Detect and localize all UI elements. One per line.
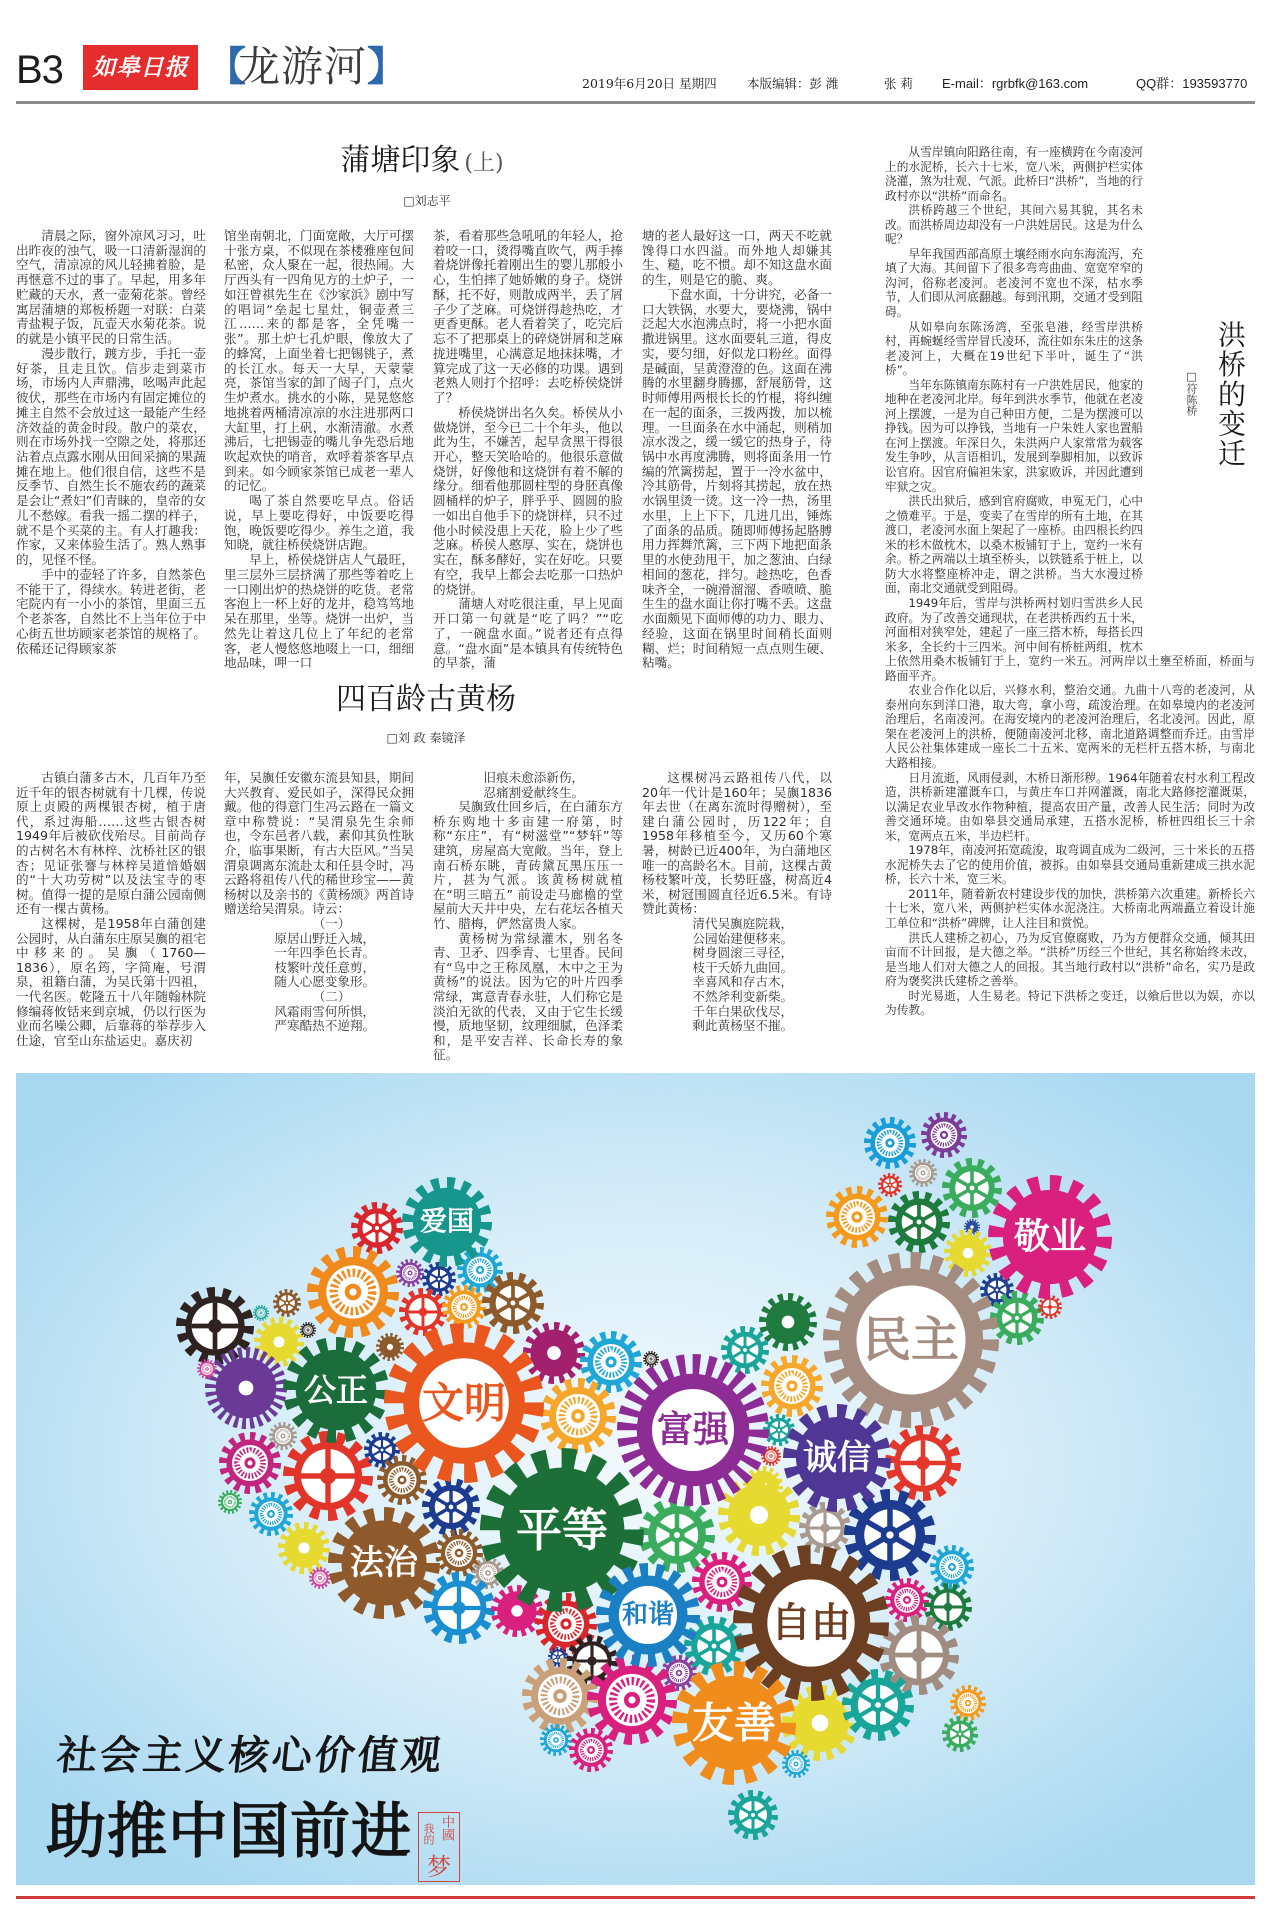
value-label: 爱国: [420, 1206, 474, 1238]
title-suffix: (上): [464, 151, 504, 176]
gear-icon: [275, 1291, 299, 1315]
article-title: 四百龄古黄杨: [336, 682, 516, 717]
footer-divider: [16, 1896, 1255, 1899]
paragraph: 早年我国西部高原土壤经雨水向东海流泻，充填了大海。其间留下了很多弯弯曲曲、宽宽窄窄的沟河，俗称老凌河。老凌河不宽也不深，枯水季节，人们即从河底翻越。每到汛期，交通才受到阻碍。: [885, 246, 1143, 320]
paragraph: 黄杨树为常绿灌木，别名冬青、卫矛、四季青、七里香。民间有“鸟中之王称凤凰，木中之王为黄杨”的说法。因为它的叶片四季常绿，寓意青春永驻，人们称它是淡泊无欲的代表，又由于它生长缓慢，质地坚韧，纹理细腻，色泽柔和，是平安吉祥、长命长寿的象征。: [433, 930, 623, 1063]
gear-icon: [198, 1360, 215, 1377]
gear-icon: [688, 1620, 740, 1672]
gear-icon: [438, 1532, 479, 1573]
poem-line: 忍痛割爱献终生。: [483, 784, 585, 800]
paragraph: 时光易逝，人生易老。特记下洪桥之变迁，以飨后世以为娱，亦以为传教。: [885, 988, 1255, 1018]
paragraph: 从雪岸镇向阳路往南，有一座横跨在今南凌河上的水泥桥，长六十七米，宽八米，两侧护栏实体浇灌，煞为壮观、气派。此桥曰“洪桥”，当地的行政村亦以“洪桥”而命名。: [885, 145, 1143, 203]
value-label: 诚信: [803, 1438, 871, 1478]
paragraph: 早上，桥侯烧饼店人气最旺，里三层外三层挤满了那些等着吃上一口刚出炉的热烧饼的吃货。老常客泡上一杯上好的龙井，稳笃笃地呆在那里，坐等。烧饼一出炉，当然先让着这几位上了年纪的老常客，老人慢悠悠地啜上一口，细细地品味，呷一口: [224, 552, 414, 671]
byline: □刘 政 秦镜泽: [386, 731, 466, 745]
gear-icon: [289, 1437, 366, 1514]
article-column: [433, 771, 623, 1063]
article-hongqiao: [885, 145, 1255, 1018]
poem-line: 清代吴旟庭院栽，: [692, 915, 794, 931]
page-number: B3: [16, 48, 63, 92]
paragraph: 古镇白蒲多古木，几百年乃至近千年的银杏树就有十几棵，传说原上贞殿的两棵银杏树，植于唐代，系过海船……这些古银杏树1949年后被砍伐殆尽。目前尚存的古树名木有林梓、沈桥社区的银杏；见证张謇与林梓吴道愔婚姻的“十大功劳树”以及法宝寺的枣树。值得一提的是原白蒲公园南侧还有一棵古黄杨。: [16, 770, 206, 917]
poem-line: 原居山野迁入城，: [274, 930, 376, 946]
poem-line: 风霜雨雪何所惧，: [274, 1003, 376, 1019]
section-name: 龙游河: [238, 42, 368, 91]
paragraph: 清晨之际，窗外凉风习习，吐出昨夜的浊气，吸一口清新湿润的空气，清凉凉的风儿轻拂着脸，是再惬意不过的事了。早起，用多年贮藏的天水，煮一壶菊花茶。曾经寓居蒲塘的郑板桥题一对联：白菜青盐粯子饭，瓦壶天水菊花茶。说的就是小镇平民的日常生活。: [16, 228, 206, 347]
gear-icon: [765, 1416, 793, 1444]
gear-icon: [282, 1526, 327, 1571]
editor-credit-2: 张 莉: [884, 76, 913, 91]
newspaper-logo: [83, 45, 198, 90]
gear-icon: [398, 1261, 422, 1285]
paragraph: 2011年，随着新农村建设步伐的加快，洪桥第六次重建。新桥长六十七米，宽八米，两侧护栏实体水泥浇注。大桥南北两端矗立着设计施工单位和“洪桥”碑牌，让人注目和赏悦。: [885, 886, 1255, 930]
value-label: 和谐: [621, 1600, 675, 1630]
email-contact[interactable]: E-mail：rgrbfk@163.com: [942, 76, 1089, 91]
gear-icon: [911, 1161, 935, 1185]
paragraph: 1949年后，雪岸与洪桥两村划归雪洪乡人民政府。为了改善交通现状，在老洪桥西约五十米，河面相对狭窄处，建起了一座三搭木桥，每搭长四米多，全长约十三四米。河中间有桥桩两组，枕木上依然用桑木板铺钉于上，宽约一米五。河两岸以土壅至桥面，桥面与路面平齐。: [885, 595, 1255, 683]
logo-text: 如皋日报: [92, 54, 189, 81]
poem-line: 枝干夭娇九曲回。: [692, 959, 794, 975]
value-gear-minzhu: [832, 1261, 990, 1419]
gear-icon: [732, 1794, 775, 1837]
editor-credit: 本版编辑：彭 潍: [747, 76, 839, 91]
poster-slogan-line-1: 社会主义核心价值观: [54, 1732, 447, 1779]
value-gear-fazhi: [336, 1515, 432, 1611]
value-gear-jingye: [997, 1184, 1104, 1291]
gear-icon: [644, 1502, 709, 1567]
gear-icon: [486, 1276, 539, 1329]
poem-line: 不然斧利变新柴。: [692, 988, 794, 1004]
gear-icon: [426, 1482, 476, 1532]
article-column: [642, 229, 832, 671]
gear-icon: [763, 1297, 813, 1347]
gear-icon: [527, 1326, 580, 1379]
paragraph: 洪桥跨越三个世纪，其间六易其貌，其名未改。而洪桥周边却没有一户洪姓居民。这是为什么呢？: [885, 203, 1143, 247]
value-label: 平等: [516, 1503, 608, 1557]
gear-icon: [953, 1688, 984, 1719]
poem-line: 幸喜风和存古木，: [692, 974, 794, 990]
paragraph: 喝了茶自然要吃早点。俗话说，早上要吃得好，中饭要吃得饱，晚饭要吃得少。养生之道，我知晓，就往桥侯烧饼店跑。: [224, 493, 414, 553]
gear-icon: [445, 1288, 483, 1326]
paragraph: 年，吴旟任安徽东流县知县，期间大兴教育、爱民如子，深得民众拥戴。他的得意门生冯云路在一篇文章中称赞说：“吴渭泉先生余师也，令东邑者八载，素仰其负性耿介，临事果断，有古大臣风。”当吴渭泉调离东流赴太和任县令时，冯云路将祖传八代的稀世珍宝——黄杨树以及亲书的《黄杨颂》两首诗赠送给吴渭泉。诗云：: [224, 770, 414, 917]
poem-line: 枝繁叶茂任意剪，: [274, 959, 376, 975]
gear-icon: [572, 1731, 610, 1769]
gear-icon: [696, 1556, 748, 1608]
poem-line: 树身圆滚三寻径，: [692, 945, 794, 961]
gear-icon: [890, 1430, 955, 1495]
article-column: [224, 771, 414, 1034]
value-gear-aiguo: [408, 1183, 485, 1260]
paragraph: 下盘水面，十分讲究，必备一口大铁锅，水要大，要烧沸，锅中泛起大水泡沸点时，将一小把水面撒进锅里。这水面要轧三道，得皮实，要匀细，好似龙口粉丝。面得是碱面，呈黄澄澄的色。这面在沸腾的水里翻身腾挪，舒展筋骨，这时师傅用两根长长的竹棍，将纠缠在一起的面条，三拨两拨，加以梳理。一旦面条在水中涌起，则稍加凉水泼之，缓一缓它的热身子，待锅中水再度沸腾，则将面条用一竹编的笊篱捞起，置于一冷水盆中，冷其筋骨，片刻将其捞起，放在热水锅里烫一烫。这一冷一热，汤里水里，上上下下，几进几出，锤炼了面条的品质。随即师傅扬起胳膊用力挥舞笊篱，三下两下地把面条里的水使劲甩干，加之葱油、白绿相间的葱花，拌匀。趁热吃，色香味齐全，一碗滑溜溜、香喷喷、脆生生的盘水面让你打嘴不丢。这盘水面颇见下面师傅的功力、眼力、经验，这面在锅里时间稍长面则糊、烂；时间稍短一点点则生硬、粘嘴。: [642, 286, 832, 671]
gear-icon: [644, 1352, 658, 1366]
value-gear-gongzheng: [290, 1344, 381, 1435]
gear-icon: [946, 1162, 998, 1214]
value-label: 富强: [656, 1409, 730, 1451]
paragraph: 日月流逝，风雨侵剥，木桥日渐形秽。1964年随着农村水利工程改造，洪桥新建灌溉车口，与黄庄车口并网灌溉，南北大路修挖灌溉渠，以满足农业旱改水作物种植，提高农田产量，改善人民生活；同时为改善交通环境。由如皋县交通局承建，五搭水泥桥，桥桩四组长三十余米，宽两点五米，半边栏杆。: [885, 770, 1255, 843]
article-column: [642, 771, 832, 1034]
paragraph: 1978年，南凌河拓宽疏浚，取弯调直成为二级河，三十米长的五搭水泥桥失去了它的使用价值，被拆。由如皋县交通局重新建成三拱水泥桥，长六十米，宽三米。: [885, 843, 1255, 887]
paragraph: 这棵树冯云路祖传八代，以20年一代计是160年；吴旟1836年去世（在离东流时得赠树），至建白蒲公园时，历122年；自1958年移植至今，又历60个寒暑，树龄已近400年，为白蒲地区唯一的高龄名木。目前，这棵古黄杨枝繁叶茂，长势旺盛，树高近4米，树冠围圆直径近6.5米。有诗赞此黄杨：: [642, 770, 832, 917]
title-text: 蒲塘印象: [340, 143, 461, 178]
vertical-title-block: [1143, 145, 1255, 645]
paragraph: 手中的壶轻了许多，自然茶色不能干了，得续水。转进老街，老宅院内有一小小的茶馆，里面三五个老茶客，自然比不上当年位于中心街五世坊顾家老茶馆的规格了。依稀还记得顾家茶: [16, 566, 206, 656]
paragraph: 塘的老人最好这一口，两天不吃就馋得口水四溢。而外地人却嫌其生、糙，吃不惯。却不知这盘水面的生，则是它的脆、爽。: [642, 228, 832, 288]
gear-icon: [254, 1306, 268, 1320]
gear-icon: [765, 1359, 818, 1412]
value-label: 法治: [350, 1543, 418, 1583]
gear-icon: [542, 1726, 570, 1754]
byline: □符陈桥: [1185, 370, 1198, 416]
paragraph: 桥侯烧饼出名久矣。桥侯从小做烧饼，至今已二十个年头，他以此为生，不嫌苦，起早贪黑干得很开心，整天笑哈哈的。他很乐意做烧饼，好像他和这烧饼有着不解的缘分。细看他那圆柱型的身胚真像圆桶样的炉子，胖乎乎、圆圆的脸一如出自他手下的烧饼样，只不过他小时候没患上天花，脸上少了些芝麻。桥侯人憨厚、实在，烧饼也实在，酥多酵好，实在好吃。只要有空，我早上都会去吃那一口热炉的烧饼。: [433, 404, 623, 597]
poem-line: 旧痕未愈添新伤，: [483, 770, 585, 785]
gear-icon: [527, 1663, 592, 1728]
gear-icon: [880, 1175, 901, 1196]
gear-icon: [252, 1495, 290, 1533]
gear-icon: [584, 1335, 637, 1388]
paragraph: 吴旟致仕回乡后，在白蒲东方桥东购地十多亩建一府第，时称“东庄”，有“树滋堂”“梦轩”等建筑，房屋高大宽敞。当年，登上南石桥东眺，青砖黛瓦黑压压一片，甚为气派。该黄杨树就植在“明三暗五” 前设走马廊檐的堂屋前大天井中央，左右花坛各植天竹、腊梅，俨然富贵人家。: [433, 799, 623, 931]
poem-line: 严寒酷热不逆翔。: [274, 1018, 376, 1034]
paragraph: 漫步散行，踱方步，手托一壶好茶，且走且饮。信步走到菜市场，市场内人声鼎沸，吆喝声此起彼伏，那些在市场内有固定摊位的摊主自然不会放过这一最能产生经济效益的黄金时段。散户的菜农，则在市场外找一空隙之处，将那还沾着点点露水刚从田间采摘的果蔬摊在地上。他们很自信，这些不是反季节、自然生长不施农药的蔬菜是会让“煮妇”们青睐的，皇帝的女儿不愁嫁。看我一摇二摆的样子，就不是个买菜的主。有人打趣我：作家，又来体验生活了。熟人熟事的，见怪不怪。: [16, 345, 206, 568]
value-gear-chengxin: [791, 1412, 884, 1505]
paragraph: 从如皋向东陈汤湾，至张皂港，经雪岸洪桥村，再蜿蜒经雪岸冒氏凌环，流往如东朱庄的这条老凌河上，大概在19世纪下半叶，诞生了“洪桥”。: [885, 319, 1143, 378]
bracket-open: 【: [206, 44, 246, 90]
value-label: 民主: [862, 1312, 960, 1368]
value-gear-wenming: [395, 1334, 533, 1472]
paragraph: 蒲塘人对吃很注重，早上见面开口第一句就是“吃了吗？”“吃了，一碗盘水面。”说者还有点得意。“盘水面”是本镇具有传统特色的早茶，蒲: [433, 596, 623, 671]
section-title: [206, 42, 408, 92]
poem-line: 随人心愿变象形。: [274, 974, 376, 990]
value-label: 友善: [691, 1698, 777, 1748]
seal-text-right: 中國: [439, 1815, 454, 1841]
article-column: [16, 229, 206, 656]
poem-line: 一年四季色长青。: [274, 945, 376, 961]
seal-text-bottom: 梦: [427, 1853, 451, 1881]
gear-icon: [850, 1495, 929, 1574]
gear-icon: [460, 1250, 500, 1290]
poem-line: 公园始建便移来。: [692, 930, 794, 946]
header-divider: [16, 101, 1255, 104]
poem-line: 剩此黄杨坚不摧。: [692, 1018, 794, 1034]
gear-icon: [223, 1436, 276, 1489]
gear-icon: [868, 1121, 913, 1166]
byline: □刘志平: [403, 194, 451, 208]
gear-icon: [378, 1335, 402, 1359]
gear-icon: [313, 1252, 392, 1331]
paragraph: 洪氏出狱后，感到官府腐败，申冤无门，心中之愤难平。于是，变卖了在雪岸的所有土地，在其渡口，老凌河水面上架起了一座桥。由四根长约四米的杉木做枕木，以桑木板铺钉于上，宽约一米有余。桥之两端以土填至桥头，以铁链系于桩上，以防大水将整座桥冲走，谓之洪桥。当大水漫过桥面，南北交通就受到阻碍。: [885, 494, 1143, 596]
value-gear-fuqiang: [628, 1365, 759, 1496]
gear-icon: [367, 1435, 398, 1466]
paragraph: 洪氏人建桥之初心，乃为反官僚腐败，乃为方便群众交通，倾其田亩而不计回报，是大德之举。“洪桥”历经三个世纪，其名称始终未改，是当地人们对大德之人的回报。其当地行政村以“洪桥”命名，实乃是政府为褒奖洪氏建桥之善举。: [885, 930, 1255, 989]
gear-icon: [830, 1190, 883, 1243]
bracket-close: 】: [367, 44, 408, 90]
poster-slogan-line-2: 助推中国前进: [46, 1797, 412, 1867]
value-label: 文明: [421, 1378, 507, 1428]
seal-text-left: 我的: [422, 1823, 435, 1845]
gear-icon: [847, 1674, 909, 1736]
paragraph: 农业合作化以后，兴修水利，整治交通。九曲十八弯的老凌河，从泰州向东到洋口港，取大弯，拿小弯，疏浚治理。在如皋境内的老凌河治理后，名南凌河。在海安境内的老凌河治理后，名北凌河。因此，原架在老凌河上的洪桥，便随南凌河北移，南北道路调整而乔迁。由雪岸人民公社集体建成一座长二十五米、宽两米的无栏杆五搭木桥，与南北大路相接。: [885, 683, 1255, 770]
gear-icon: [545, 1383, 610, 1448]
article-column: [16, 771, 206, 1048]
gear-icon: [945, 1719, 976, 1750]
article-column: [224, 229, 414, 671]
gear-icon: [892, 1195, 945, 1248]
poem-heading: （一）: [312, 915, 351, 931]
gear-icon: [888, 1581, 926, 1619]
paragraph: 这棵树，是1958年白蒲创建公园时，从白蒲东庄原吴旟的祖宅中移来的。吴旟（1760—1836），原名筠，字简庵，号渭泉，祖籍白蒲，为吴氏第十四祖，一代名医。乾隆五十八年随翰林院修编蒋攸铦来到京城，仍以行医为业而名噪公卿，后靠蒋的举荐步入仕途，官至山东盐运史。嘉庆初: [16, 915, 206, 1048]
china-dream-seal: [418, 1812, 460, 1882]
gear-icon: [402, 1291, 443, 1332]
value-gear-youshan: [681, 1670, 788, 1777]
paragraph: 当年东陈镇南东陈村有一户洪姓居民，他家的地种在老凌河北岸。每年到洪水季节，他就在老凌河上摆渡，一是为自己种田方便，二是为摆渡可以挣钱。因为可以挣钱，当地有一户朱姓人家也置船在河上摆渡。年深日久，朱洪两户人家常常为载客发生争吵，从言语相讥，发展到拳脚相加，以致诉讼官府。因官府偏袒朱家，洪家败诉，并因此遭到牢狱之灾。: [885, 377, 1143, 494]
gear-icon: [1040, 1297, 1061, 1318]
gear-icon: [803, 1506, 848, 1551]
gear-icon: [301, 1323, 315, 1337]
issue-date: 2019年6月20日 星期四: [582, 76, 717, 91]
value-label: 自由: [771, 1600, 851, 1646]
article-title: [222, 144, 622, 181]
gear-icon: [428, 1577, 490, 1639]
poem-line: 千年白果砍伐尽，: [692, 1003, 794, 1019]
gear-icon: [220, 1492, 241, 1513]
gear-icon: [933, 1548, 971, 1586]
value-label: 敬业: [1013, 1216, 1087, 1258]
gear-icon: [924, 1115, 964, 1155]
gear-icon: [885, 1621, 954, 1690]
qq-group: QQ群：193593770: [1136, 76, 1248, 91]
value-gear-hexie: [603, 1570, 692, 1659]
poem-heading: （二）: [312, 988, 351, 1004]
paragraph: 茶，看着那些急吼吼的年轻人，抢着咬一口，烫得嘴直吹气，两手捧着烧饼像托着刚出生的婴儿那般小心，生怕摔了她娇嫩的身子。烧饼酥，托不好，则散成两半，丢了屑子少了芝麻。可烧饼得趁热吃，才更香更酥。老人看着笑了，吃完后忘不了把那桌上的碎烧饼屑和芝麻拢进嘴里，心满意足地抹抹嘴，才算完成了这一天必修的功课。遇到老熟人则打个招呼：去吃桥侯烧饼了？: [433, 228, 623, 406]
value-label: 公正: [303, 1371, 369, 1409]
article-title: 洪桥的变迁: [1214, 320, 1247, 468]
article-column: [433, 229, 623, 671]
paragraph: 馆坐南朝北，门面宽敞，大厅可摆十张方桌，不似现在茶楼雅座包间私密，众人聚在一起，很热闹。大厅西头有一四角见方的土炉子，一如汪曾祺先生在《沙家浜》剧中写的唱词“垒起七星灶，铜壶煮三江……来的都是客，全凭嘴一张”。那土炉七孔炉眼，像放大了的蜂窝，上面坐着七把锡铫子，煮的长江水。每天一大早，天蒙蒙亮，茶馆当家的卸了闼子门，点火生炉煮水。挑水的小陈，晃晃悠悠地挑着两桶清凉凉的水注进那两口大缸里，打上矾，水渐清澈。水煮沸后，七把锡壶的嘴儿争先恐后地吹起欢快的哨音，欢呼着茶客早点到来。如今顾家茶馆已成老一辈人的记忆。: [224, 228, 414, 494]
gear-icon: [355, 1206, 400, 1251]
